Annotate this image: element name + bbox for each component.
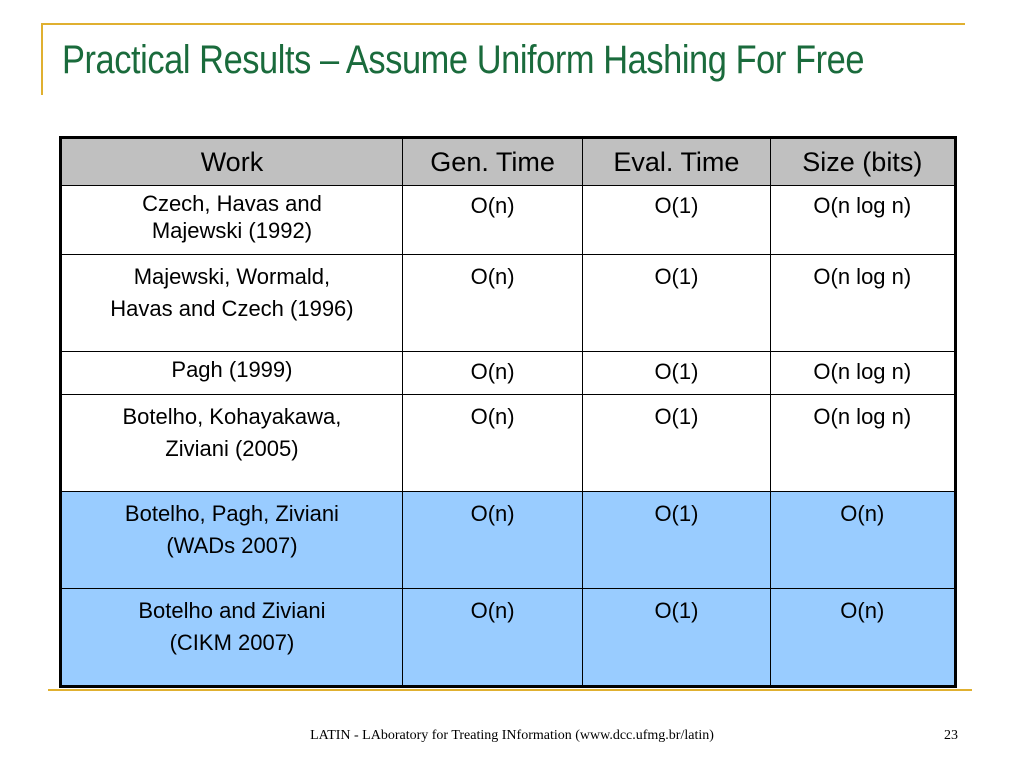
work-line: Ziviani (2005) (165, 436, 299, 461)
cell-eval-time: O(1) (583, 186, 770, 255)
header-size: Size (bits) (770, 138, 955, 186)
work-line: Majewski (1992) (151, 218, 313, 243)
cell-eval-time: O(1) (583, 492, 770, 589)
work-line: Havas and Czech (1996) (110, 296, 354, 321)
cell-gen-time: O(n) (402, 255, 582, 352)
cell-eval-time: O(1) (583, 395, 770, 492)
table-row (61, 352, 956, 395)
work-line: (WADs 2007) (166, 533, 298, 558)
work-line: Majewski, Wormald, (133, 264, 331, 289)
cell-work (61, 395, 403, 492)
table-row (61, 186, 956, 255)
cell-size: O(n) (770, 589, 955, 687)
work-line: Czech, Havas and (142, 191, 322, 216)
work-line: (CIKM 2007) (169, 630, 295, 655)
accent-line-top (41, 23, 965, 25)
cell-gen-time: O(n) (402, 589, 582, 687)
cell-size: O(n log n) (770, 395, 955, 492)
cell-gen-time: O(n) (402, 492, 582, 589)
work-line: Botelho, Kohayakawa, (122, 404, 342, 429)
header-work: Work (61, 138, 403, 186)
table-row (61, 395, 956, 492)
cell-work (61, 255, 403, 352)
cell-eval-time: O(1) (583, 255, 770, 352)
cell-gen-time: O(n) (402, 395, 582, 492)
cell-size: O(n log n) (770, 255, 955, 352)
cell-eval-time: O(1) (583, 352, 770, 395)
header-eval-time: Eval. Time (583, 138, 770, 186)
table-row (61, 255, 956, 352)
accent-line-bottom (48, 689, 972, 691)
cell-work (61, 186, 403, 255)
header-gen-time: Gen. Time (402, 138, 582, 186)
work-line: Botelho and Ziviani (138, 598, 326, 623)
slide-title: Practical Results – Assume Uniform Hashing For Free (62, 38, 865, 82)
accent-bar-vertical (41, 23, 43, 95)
cell-size: O(n log n) (770, 352, 955, 395)
cell-work: Pagh (1999) (61, 352, 403, 395)
cell-gen-time: O(n) (402, 352, 582, 395)
slide-footer: LATIN - LAboratory for Treating INformation (www.dcc.ufmg.br/latin) (310, 728, 714, 743)
cell-size: O(n) (770, 492, 955, 589)
cell-work (61, 492, 403, 589)
results-table (59, 136, 957, 688)
table-header-row (61, 138, 956, 186)
cell-eval-time: O(1) (583, 589, 770, 687)
table-row-highlighted (61, 589, 956, 687)
work-line: Botelho, Pagh, Ziviani (124, 501, 339, 526)
page-number: 23 (944, 728, 958, 743)
cell-work (61, 589, 403, 687)
cell-gen-time: O(n) (402, 186, 582, 255)
cell-size: O(n log n) (770, 186, 955, 255)
table-row-highlighted (61, 492, 956, 589)
